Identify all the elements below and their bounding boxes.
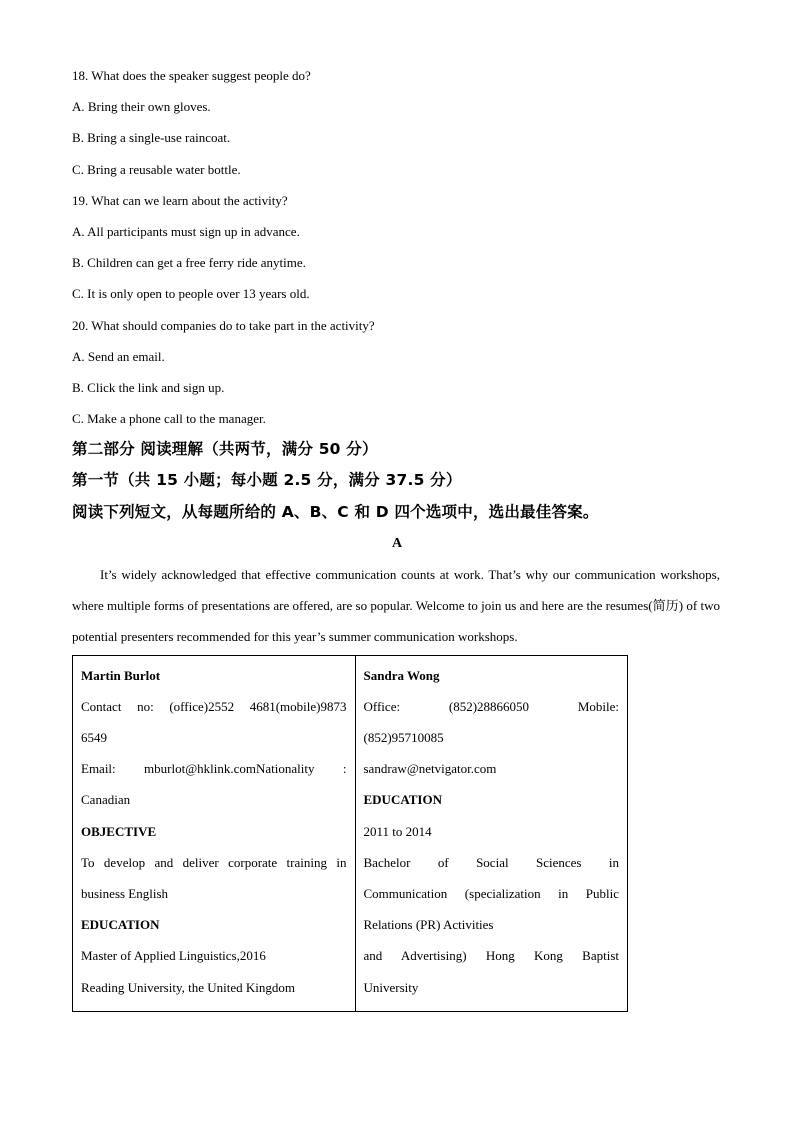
question-20-option-a: A. Send an email. xyxy=(72,348,165,364)
left-email-line1: Email: mburlot@hklink.comNationality : xyxy=(81,761,347,777)
question-18-option-b: B. Bring a single-use raincoat. xyxy=(72,130,231,146)
question-20-stem: 20. What should companies do to take part in the activity? xyxy=(72,317,375,333)
subsection-title: 第一节（共 15 小题；每小题 2.5 分，满分 37.5 分） xyxy=(72,471,462,490)
right-years: 2011 to 2014 xyxy=(363,823,432,839)
question-18-stem: 18. What does the speaker suggest people do? xyxy=(72,68,311,83)
left-objective-line1: To develop and deliver corporate training in xyxy=(81,854,347,870)
left-contact-line1: Contact no: (office)2552 4681(mobile)9873 xyxy=(81,698,347,714)
question-19-option-a: A. All participants must sign up in advance. xyxy=(72,223,300,239)
left-email-line2: Canadian xyxy=(81,792,131,808)
exam-page xyxy=(72,60,722,1012)
right-office-line2: (852)95710085 xyxy=(363,730,444,746)
section-instruction: 阅读下列短文，从每题所给的 A、B、C 和 D 四个选项中，选出最佳答案。 xyxy=(72,502,599,521)
resume-table xyxy=(72,655,628,1012)
question-19-stem: 19. What can we learn about the activity? xyxy=(72,192,288,208)
left-name: Martin Burlot xyxy=(81,667,161,683)
resume-sandra-wong xyxy=(355,655,628,1011)
resume-martin-burlot xyxy=(73,655,356,1011)
resume-row xyxy=(73,655,628,1011)
right-degree-line1: Bachelor of Social Sciences in xyxy=(363,854,619,870)
question-18-option-c: C. Bring a reusable water bottle. xyxy=(72,161,241,177)
right-degree-line3: Relations (PR) Activities xyxy=(363,917,494,933)
left-contact-line2: 6549 xyxy=(81,730,107,746)
right-degree-line5: University xyxy=(363,979,419,995)
question-19-option-b: B. Children can get a free ferry ride anytime. xyxy=(72,255,306,271)
right-email-line: sandraw@netvigator.com xyxy=(363,761,497,777)
right-degree-line4: and Advertising) Hong Kong Baptist xyxy=(363,948,619,964)
passage-intro: It’s widely acknowledged that effective communication counts at work. That’s why our communication workshops, where multiple forms of presentations are offered, are so popular. Welcome to join us and here are the resumes(简历) of two potential presenters recommended for this year’s summer communication workshops. xyxy=(72,567,720,645)
question-19-option-c: C. It is only open to people over 13 years old. xyxy=(72,286,310,302)
passage-label: A xyxy=(391,535,403,551)
right-education-heading: EDUCATION xyxy=(363,792,442,808)
question-20-option-c: C. Make a phone call to the manager. xyxy=(72,411,266,427)
right-name: Sandra Wong xyxy=(363,667,440,683)
part-title: 第二部分 阅读理解（共两节，满分 50 分） xyxy=(72,440,378,459)
left-objective-heading: OBJECTIVE xyxy=(81,823,157,839)
left-education-line2: Reading University, the United Kingdom xyxy=(81,979,295,995)
left-education-line1: Master of Applied Linguistics,2016 xyxy=(81,948,266,964)
right-degree-line2: Communication (specialization in Public xyxy=(363,886,619,902)
question-20-option-b: B. Click the link and sign up. xyxy=(72,379,225,395)
right-office-line1: Office: (852)28866050 Mobile: xyxy=(363,698,619,714)
left-objective-line2: business English xyxy=(81,886,169,902)
left-education-heading: EDUCATION xyxy=(81,917,160,933)
question-18-option-a: A. Bring their own gloves. xyxy=(72,99,211,115)
